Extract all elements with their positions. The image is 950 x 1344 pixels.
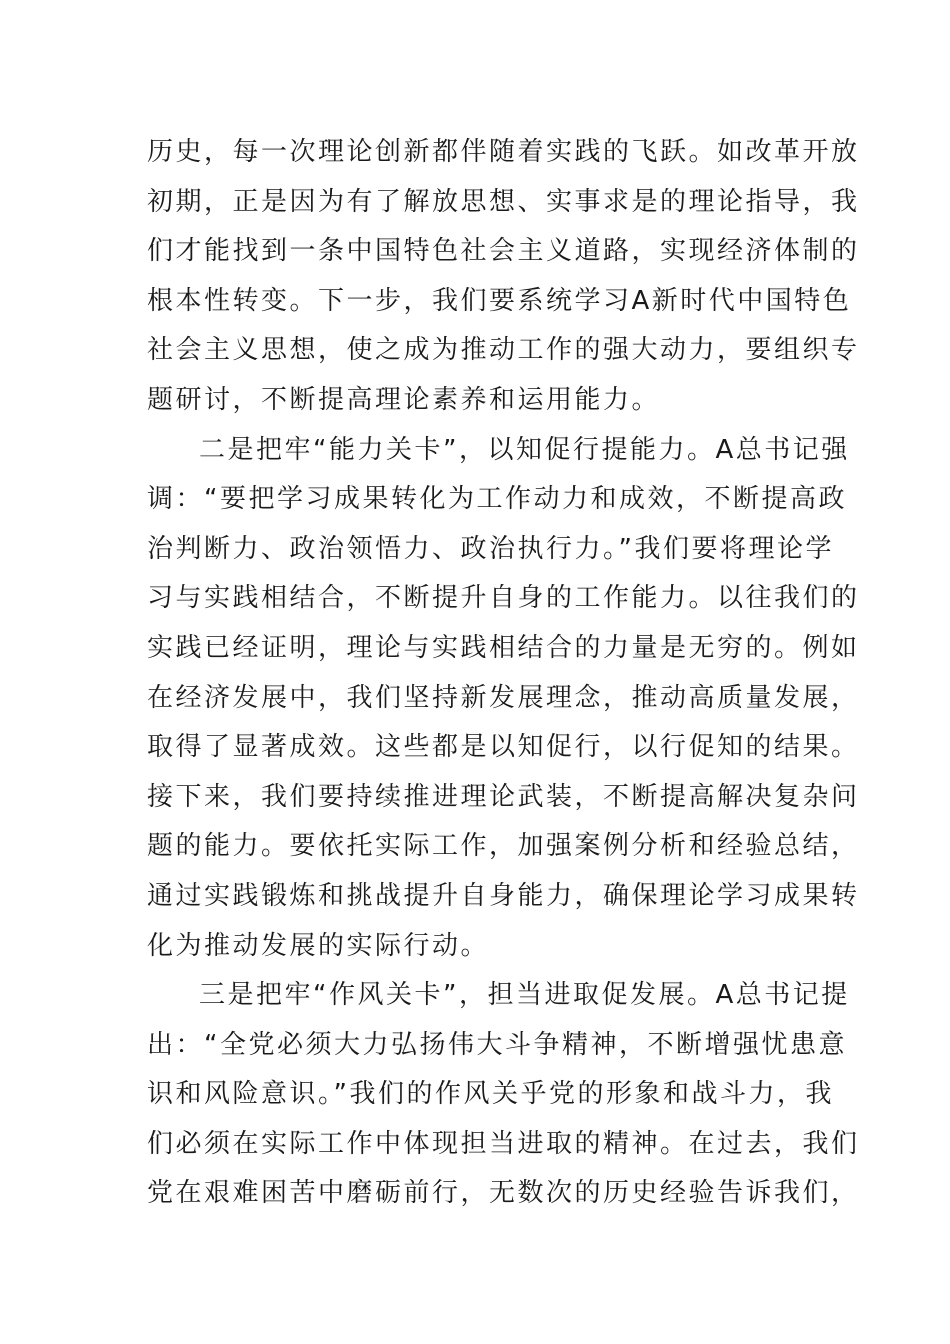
paragraph-three-first-line: 三是把牢“作风关卡”，担当进取促发展。A总书记提 (199, 980, 850, 1011)
text-line: 识和风险意识。”我们的作风关乎党的形象和战斗力，我 (147, 1079, 834, 1110)
text-line: 实践已经证明，理论与实践相结合的力量是无穷的。例如 (147, 632, 860, 663)
text-line: 习与实践相结合，不断提升自身的工作能力。以往我们的 (147, 583, 860, 614)
text-line: 社会主义思想，使之成为推动工作的强大动力，要组织专 (147, 335, 860, 366)
text-line: 题研讨，不断提高理论素养和运用能力。 (147, 384, 661, 415)
text-line: 取得了显著成效。这些都是以知促行，以行促知的结果。 (147, 732, 860, 763)
paragraph-two-first-line: 二是把牢“能力关卡”，以知促行提能力。A总书记强 (199, 434, 850, 465)
text-line: 初期，正是因为有了解放思想、实事求是的理论指导，我 (147, 186, 860, 217)
text-line: 题的能力。要依托实际工作，加强案例分析和经验总结， (147, 831, 860, 862)
text-line: 们必须在实际工作中体现担当进取的精神。在过去，我们 (147, 1128, 860, 1159)
text-line: 根本性转变。下一步，我们要系统学习A新时代中国特色 (147, 285, 852, 316)
text-line: 在经济发展中，我们坚持新发展理念，推动高质量发展， (147, 682, 860, 713)
text-line: 们才能找到一条中国特色社会主义道路，实现经济体制的 (147, 236, 860, 267)
text-line: 历史，每一次理论创新都伴随着实践的飞跃。如改革开放 (147, 137, 860, 167)
text-line: 接下来，我们要持续推进理论武装，不断提高解决复杂问 (147, 781, 860, 812)
text-line: 调：“要把学习成果转化为工作动力和成效，不断提高政 (147, 484, 847, 515)
text-line: 党在艰难困苦中磨砺前行，无数次的历史经验告诉我们， (147, 1178, 860, 1209)
document-body (147, 128, 860, 1219)
text-line: 通过实践锻炼和挑战提升自身能力，确保理论学习成果转 (147, 880, 860, 911)
text-line: 出：“全党必须大力弘扬伟大斗争精神，不断增强忧患意 (147, 1029, 847, 1060)
text-line: 化为推动发展的实际行动。 (147, 930, 490, 961)
text-line: 治判断力、政治领悟力、政治执行力。”我们要将理论学 (147, 533, 834, 564)
